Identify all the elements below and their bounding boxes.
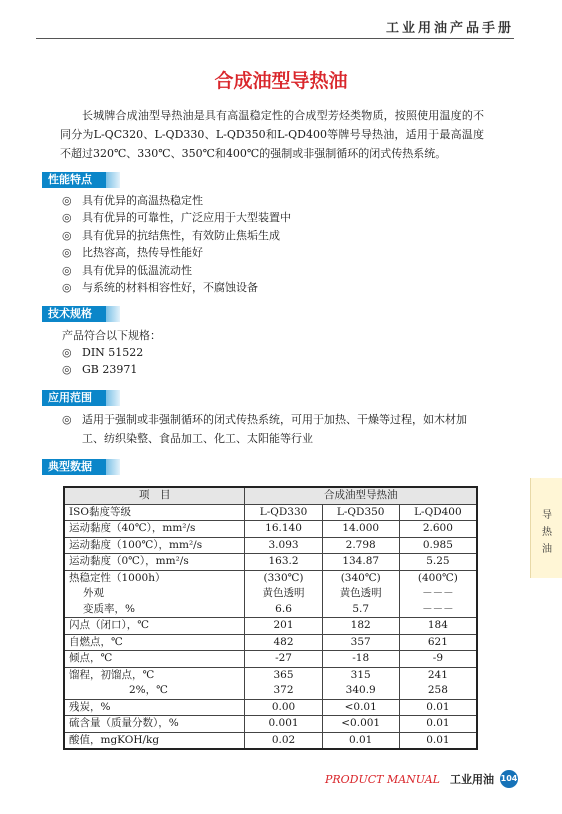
table-cell: (330℃) 黄色透明 6.6	[245, 570, 322, 618]
table-cell: 运动黏度（0℃），mm²/s	[64, 554, 245, 571]
bullet-icon: ◎	[62, 194, 72, 207]
header-rule	[36, 38, 514, 39]
table-cell: 2.798	[322, 537, 399, 554]
page-number: 104	[500, 770, 518, 788]
table-cell: L-QD330	[245, 504, 322, 521]
table-cell: 热稳定性（1000h） 外观 变质率，%	[64, 570, 245, 618]
list-item: ◎ 比热容高，热传导性能好	[62, 244, 291, 261]
specs-intro: 产品符合以下规格：	[62, 329, 161, 342]
table-cell: 0.01	[399, 732, 477, 749]
section-title: 技术规格	[42, 306, 106, 322]
section-header-features	[42, 172, 120, 188]
table-cell: 201	[245, 618, 322, 635]
list-item: ◎ 具有优异的高温热稳定性	[62, 192, 291, 209]
table-cell: 621	[399, 634, 477, 651]
table-cell: 自燃点，℃	[64, 634, 245, 651]
footer-chinese-title: 工业用油	[450, 773, 494, 786]
section-title: 典型数据	[42, 459, 106, 475]
table-row	[64, 618, 477, 635]
table-row	[64, 537, 477, 554]
table-row	[64, 732, 477, 749]
intro-paragraph: 长城牌合成油型导热油是具有高温稳定性的合成型芳烃类物质，按照使用温度的不同分为L-QC320、L-QD330、L-QD350和L-QD400等牌号导热油，适用于最高温度不超过320℃、330℃、350℃和400℃的强制或非强制循环的闭式传热系统。	[60, 109, 484, 160]
section-header-application	[42, 390, 120, 406]
table-cell: 残炭，%	[64, 699, 245, 716]
page-footer	[325, 770, 518, 788]
table-row	[64, 651, 477, 668]
table-cell: (400℃) －－－ －－－	[399, 570, 477, 618]
running-header-title: 工业用油产品手册	[385, 21, 514, 36]
list-item: ◎ 与系统的材料相容性好，不腐蚀设备	[62, 279, 291, 296]
table-cell: 134.87	[322, 554, 399, 571]
table-cell: 0.01	[399, 716, 477, 733]
page-title: 合成油型导热油	[214, 70, 348, 92]
bullet-icon: ◎	[62, 413, 72, 426]
list-item: ◎ DIN 51522	[62, 344, 143, 361]
features-list	[62, 192, 291, 296]
section-header-specs	[42, 306, 120, 322]
list-item: ◎ 具有优异的低温流动性	[62, 262, 291, 279]
list-item: ◎ 具有优异的可靠性，广泛应用于大型装置中	[62, 209, 291, 226]
table-cell: L-QD400	[399, 504, 477, 521]
specs-list	[62, 344, 143, 379]
table-cell: 184	[399, 618, 477, 635]
table-cell: -27	[245, 651, 322, 668]
table-cell: 163.2	[245, 554, 322, 571]
table-cell: (340℃) 黄色透明 5.7	[322, 570, 399, 618]
table-cell: 倾点，℃	[64, 651, 245, 668]
table-cell: 运动黏度（40℃），mm²/s	[64, 521, 245, 538]
table-cell: 0.00	[245, 699, 322, 716]
table-header-row	[64, 504, 477, 521]
bullet-icon: ◎	[62, 228, 72, 242]
table-cell: 5.25	[399, 554, 477, 571]
table-cell: 酸值，mgKOH/kg	[64, 732, 245, 749]
bullet-icon: ◎	[62, 281, 72, 295]
table-cell: ISO黏度等级	[64, 504, 245, 521]
table-row	[64, 521, 477, 538]
table-cell: 硫含量（质量分数），%	[64, 716, 245, 733]
table-cell: 0.01	[322, 732, 399, 749]
table-row	[64, 554, 477, 571]
bullet-icon: ◎	[62, 263, 72, 277]
table-row	[64, 570, 477, 618]
list-item: ◎ 具有优异的抗结焦性，有效防止焦垢生成	[62, 227, 291, 244]
bullet-icon: ◎	[62, 363, 72, 377]
footer-english-title: PRODUCT MANUAL	[324, 772, 440, 786]
table-row	[64, 634, 477, 651]
typical-data-table	[63, 486, 478, 750]
table-row	[64, 699, 477, 716]
table-cell: 315 340.9	[322, 667, 399, 699]
table-header-cell: 项 目	[64, 487, 245, 504]
table-cell: 0.02	[245, 732, 322, 749]
table-cell: 运动黏度（100℃），mm²/s	[64, 537, 245, 554]
section-title: 应用范围	[42, 390, 106, 406]
table-cell: 3.093	[245, 537, 322, 554]
application-text: ◎ 适用于强制或非强制循环的闭式传热系统，可用于加热、干燥等过程，如木材加工、纺织染整、食品加工、化工、太阳能等行业	[62, 410, 486, 448]
list-item: ◎ GB 23971	[62, 361, 143, 378]
table-cell: 0.985	[399, 537, 477, 554]
table-cell: 16.140	[245, 521, 322, 538]
bullet-icon: ◎	[62, 211, 72, 225]
side-tab-char: 热	[542, 527, 552, 538]
table-cell: 365 372	[245, 667, 322, 699]
table-cell: <0.01	[322, 699, 399, 716]
bullet-icon: ◎	[62, 346, 72, 359]
table-cell: -18	[322, 651, 399, 668]
table-cell: 闪点（闭口），℃	[64, 618, 245, 635]
side-tab-char: 油	[542, 544, 552, 555]
bullet-icon: ◎	[62, 246, 72, 260]
section-header-data	[42, 459, 120, 475]
table-cell: 0.01	[399, 699, 477, 716]
table-cell: L-QD350	[322, 504, 399, 521]
table-row	[64, 716, 477, 733]
side-tab-char: 导	[542, 510, 552, 521]
table-header-row	[64, 487, 477, 504]
table-cell: 2.600	[399, 521, 477, 538]
table-cell: 182	[322, 618, 399, 635]
table-cell: -9	[399, 651, 477, 668]
table-cell: 馏程，初馏点，℃ 2%，℃	[64, 667, 245, 699]
table-cell: 241 258	[399, 667, 477, 699]
table-header-cell: 合成油型导热油	[245, 487, 477, 504]
table-cell: 357	[322, 634, 399, 651]
side-chapter-tab	[530, 478, 562, 578]
section-title: 性能特点	[42, 172, 106, 188]
table-cell: <0.001	[322, 716, 399, 733]
table-cell: 14.000	[322, 521, 399, 538]
table-cell: 0.001	[245, 716, 322, 733]
table-row	[64, 667, 477, 699]
table-cell: 482	[245, 634, 322, 651]
